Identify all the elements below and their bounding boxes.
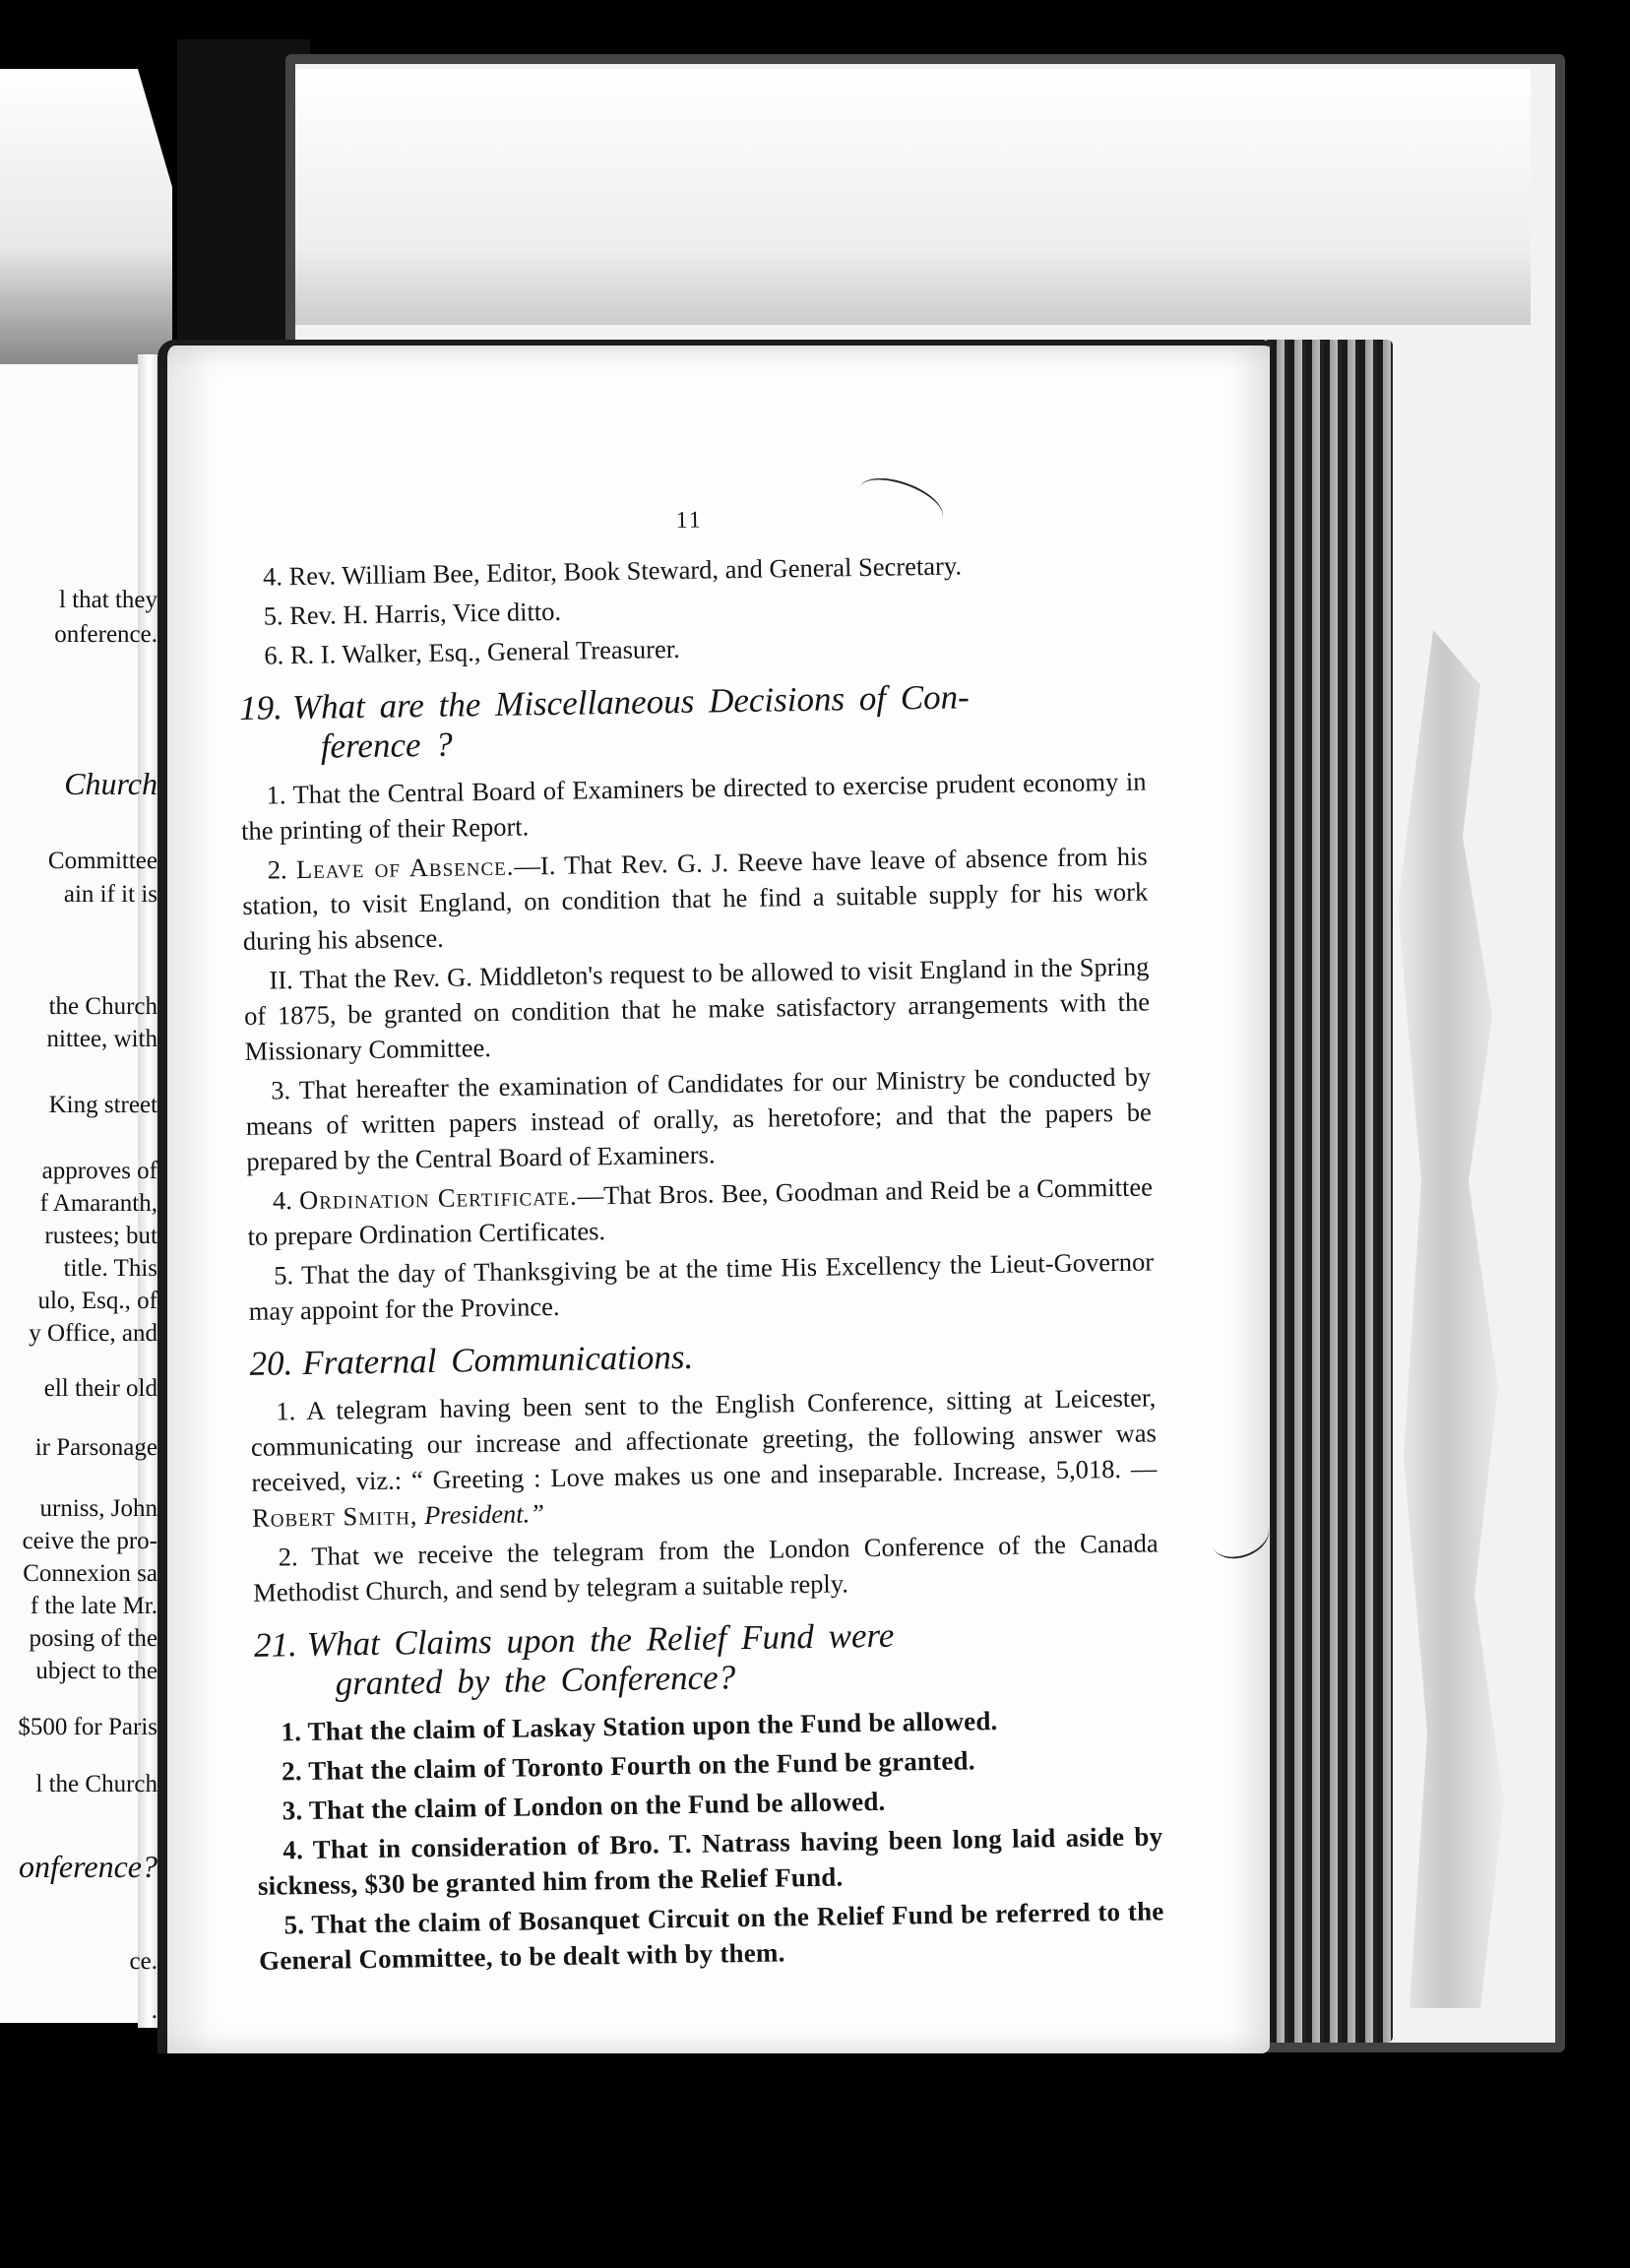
- left-page-line: ir Parsonage: [34, 1434, 157, 1461]
- endpaper: [295, 69, 1531, 325]
- officer-entry: 6. R. I. Walker, Esq., General Treasurer.: [264, 633, 680, 670]
- communication-item: 2. That we receive the telegram from the London Conference of the Canada Methodist Church, and send by telegram a suitable reply.: [253, 1528, 1159, 1607]
- left-page-line: ce.: [129, 1948, 157, 1975]
- left-page-line: rustees; but: [44, 1223, 157, 1249]
- page-content: [236, 496, 1164, 1983]
- decision-item: II. That the Rev. G. Middleton's request to be allowed to visit England in the Spring of 1875, be granted on condition that he make satisfactory arrangements with the Missionary Committee.: [243, 951, 1151, 1066]
- page-number: 11: [675, 507, 703, 534]
- left-page-line: ain if it is: [63, 881, 157, 908]
- left-page-line: $500 for Paris: [18, 1714, 157, 1740]
- left-page-line: .: [151, 1997, 157, 2024]
- signature: Robert Smith,: [251, 1500, 418, 1533]
- item-label: Ordination Certificate.: [298, 1180, 578, 1216]
- claim-item: 1. That the claim of Laskay Station upon the Fund be allowed.: [281, 1706, 998, 1747]
- question-number: 21.: [253, 1625, 298, 1665]
- left-page-line: Committee: [47, 848, 157, 874]
- question-title: Fraternal Communications.: [302, 1337, 694, 1383]
- item-text: 1. A telegram having been sent to the English Conference, sitting at Leicester, communicating our increase and affectionate greeting, the following answer was received, viz.: “ Greeting : Love makes us one and inseparable. Increase, 5,018. —: [250, 1382, 1158, 1497]
- left-page-line: ceive the pro-: [22, 1528, 157, 1554]
- claim-item: 3. That the claim of London on the Fund be allowed.: [282, 1786, 886, 1826]
- claim-item: 2. That the claim of Toronto Fourth on the Fund be granted.: [281, 1745, 975, 1787]
- left-page-line: f Amaranth,: [39, 1190, 157, 1217]
- left-page-line: King street: [48, 1092, 157, 1118]
- left-page-line: ulo, Esq., of: [37, 1288, 157, 1314]
- signature-role: President.”: [423, 1498, 545, 1531]
- officer-entry: 5. Rev. H. Harris, Vice ditto.: [263, 596, 562, 631]
- item-number: 4.: [272, 1185, 293, 1216]
- officer-entry: 4. Rev. William Bee, Editor, Book Steward, and General Secretary.: [262, 550, 963, 592]
- question-title-continued: granted by the Conference?: [335, 1658, 736, 1703]
- left-page-line: posing of the: [29, 1625, 157, 1652]
- left-page-line: approves of: [41, 1158, 157, 1184]
- left-page-heading: onference?: [19, 1849, 157, 1884]
- page-corner: [0, 69, 172, 364]
- decision-item: 3. That hereafter the examination of Candidates for our Ministry be conducted by means of written papers instead of orally, as heretofore; and that the papers be prepared by the Central Board of Examiners.: [245, 1061, 1152, 1176]
- question-number: 19.: [238, 688, 283, 727]
- question-19-heading: [239, 675, 1146, 768]
- left-page-line: ubject to the: [35, 1658, 157, 1684]
- left-page-line: the Church: [48, 993, 157, 1020]
- communication-item: [250, 1379, 1158, 1535]
- claim-item: 5. That the claim of Bosanquet Circuit on the Relief Fund be referred to the General Committee, to be dealt with by them.: [258, 1896, 1164, 1976]
- left-page-heading: Church: [64, 766, 157, 801]
- left-page-line: title. This: [63, 1255, 157, 1282]
- question-title-continued: ference ?: [320, 724, 454, 766]
- question-title: What are the Miscellaneous Decisions of Con-: [291, 677, 971, 727]
- item-label: Leave of Absence.: [295, 850, 515, 885]
- left-page-line: y Office, and: [29, 1320, 157, 1347]
- decision-item: 5. That the day of Thanksgiving be at the time His Excellency the Lieut-Governor may appoint for the Province.: [248, 1246, 1155, 1326]
- left-page-line: urniss, John: [39, 1495, 157, 1522]
- question-21-heading: [254, 1611, 1160, 1704]
- left-page-line: Connexion sa: [23, 1560, 157, 1587]
- decision-item: [241, 839, 1149, 959]
- claim-item: 4. That in consideration of Bro. T. Natrass having been long laid aside by sickness, $30 be granted him from the Relief Fund.: [257, 1821, 1163, 1901]
- relief-claims: [255, 1700, 1164, 1978]
- item-text: —I. That Rev. G. J. Reeve have leave of absence from his station, to visit England, on condition that he find a suitable supply for his work during his absence.: [242, 841, 1149, 956]
- left-page-line: nittee, with: [46, 1026, 157, 1052]
- left-page-line: ell their old: [43, 1375, 157, 1402]
- left-page-line: l the Church: [35, 1771, 157, 1797]
- decision-item: 1. That the Central Board of Examiners be directed to exercise prudent economy in the printing of their Report.: [240, 766, 1147, 846]
- item-number: 2.: [267, 854, 287, 885]
- decision-item: [247, 1168, 1154, 1253]
- question-title: What Claims upon the Relief Fund were: [306, 1615, 895, 1665]
- question-20-heading: [249, 1330, 1156, 1383]
- question-number: 20.: [249, 1344, 293, 1383]
- left-page-line: f the late Mr.: [30, 1593, 157, 1619]
- item-text: —That Bros. Bee, Goodman and Reid be a Committee to prepare Ordination Certificates.: [247, 1171, 1154, 1251]
- left-page-line: onference.: [54, 621, 157, 648]
- left-page-line: l that they: [59, 587, 157, 613]
